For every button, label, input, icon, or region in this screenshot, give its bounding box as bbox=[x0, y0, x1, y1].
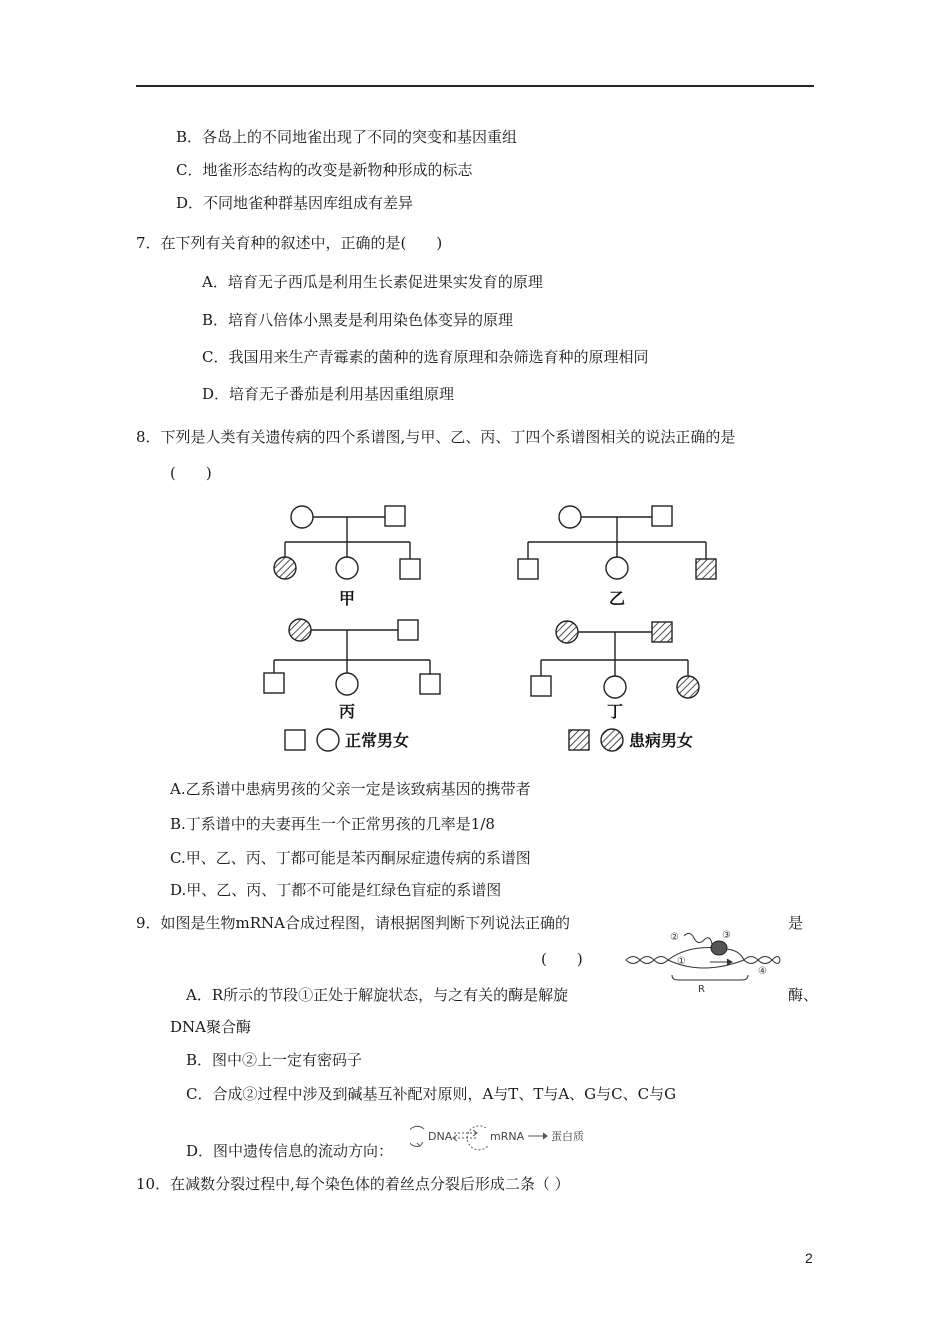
pedigree-ding bbox=[531, 621, 699, 698]
q7-option-b: B．培育八倍体小黑麦是利用染色体变异的原理 bbox=[202, 311, 514, 329]
header-rule bbox=[136, 85, 814, 87]
info-flow-diagram bbox=[410, 1118, 610, 1156]
page-number: 2 bbox=[805, 1250, 813, 1266]
label-r: R bbox=[698, 984, 705, 995]
q8-option-b: B.丁系谱中的夫妻再生一个正常男孩的几率是1/8 bbox=[170, 815, 495, 833]
flow-protein-label: 蛋白质 bbox=[551, 1130, 584, 1143]
pedigree-bing bbox=[264, 619, 440, 695]
q6-option-d: D．不同地雀种群基因库组成有差异 bbox=[176, 194, 414, 212]
q6-option-c: C．地雀形态结构的改变是新物种形成的标志 bbox=[176, 161, 473, 179]
q6-option-b: B．各岛上的不同地雀出现了不同的突变和基因重组 bbox=[176, 128, 518, 146]
q8-stem: 8．下列是人类有关遗传病的四个系谱图,与甲、乙、丙、丁四个系谱图相关的说法正确的是 bbox=[136, 428, 736, 446]
q9-option-c: C．合成②过程中涉及到碱基互补配对原则，A与T、T与A、G与C、C与G bbox=[186, 1085, 677, 1103]
legend-normal-label: 正常男女 bbox=[345, 731, 410, 750]
label-4: ④ bbox=[758, 966, 767, 977]
pedigree-jia bbox=[274, 506, 420, 579]
legend-affected-label: 患病男女 bbox=[629, 731, 694, 750]
label-1: ① bbox=[677, 956, 686, 967]
q7-option-a: A．培育无子西瓜是利用生长素促进果实发育的原理 bbox=[202, 273, 543, 291]
label-2: ② bbox=[670, 932, 679, 943]
pedigree-label-ding: 丁 bbox=[606, 702, 624, 721]
pedigree-label-jia: 甲 bbox=[338, 589, 356, 608]
q7-stem: 7．在下列有关育种的叙述中，正确的是( ) bbox=[136, 234, 443, 252]
legend-affected-female-symbol bbox=[601, 729, 623, 751]
label-3: ③ bbox=[722, 930, 731, 941]
q7-option-d: D．培育无子番茄是利用基因重组原理 bbox=[202, 385, 455, 403]
q7-option-c: C．我国用来生产青霉素的菌种的选育原理和杂筛选育种的原理相同 bbox=[202, 348, 649, 366]
rna-polymerase-shape bbox=[711, 941, 727, 955]
q9-option-b: B．图中②上一定有密码子 bbox=[186, 1051, 363, 1069]
q9-option-d: D．图中遗传信息的流动方向： bbox=[186, 1142, 394, 1160]
pedigree-label-yi: 乙 bbox=[608, 589, 626, 608]
legend-normal-female-symbol bbox=[317, 729, 339, 751]
q9-stem: 9．如图是生物mRNA合成过程图，请根据图判断下列说法正确的 bbox=[136, 914, 571, 932]
pedigree-label-bing: 丙 bbox=[338, 702, 356, 721]
q10-stem: 10．在减数分裂过程中,每个染色体的着丝点分裂后形成二条（ ） bbox=[136, 1175, 570, 1193]
q9-option-a-end: 酶、 bbox=[788, 986, 819, 1004]
q8-option-d: D.甲、乙、丙、丁都不可能是红绿色盲症的系谱图 bbox=[170, 881, 502, 899]
q9-stem-end: 是 bbox=[788, 914, 804, 932]
q9-option-a-part1: A．R所示的节段①正处于解旋状态，与之有关的酶是解旋 bbox=[186, 986, 569, 1004]
pedigree-figure bbox=[255, 495, 725, 760]
q8-answer-paren: ( ) bbox=[170, 464, 212, 482]
flow-mrna-label: mRNA bbox=[490, 1130, 525, 1143]
pedigree-yi bbox=[518, 506, 716, 579]
q9-option-a-part2: DNA聚合酶 bbox=[170, 1018, 251, 1036]
legend-affected-male-symbol bbox=[569, 730, 589, 750]
transcription-figure bbox=[622, 920, 782, 1002]
q9-answer-paren: ( ) bbox=[541, 950, 583, 968]
flow-dna-label: DNA bbox=[428, 1130, 453, 1143]
q8-option-a: A.乙系谱中患病男孩的父亲一定是该致病基因的携带者 bbox=[170, 780, 531, 798]
q8-option-c: C.甲、乙、丙、丁都可能是苯丙酮尿症遗传病的系谱图 bbox=[170, 849, 531, 867]
legend-normal-male-symbol bbox=[285, 730, 305, 750]
